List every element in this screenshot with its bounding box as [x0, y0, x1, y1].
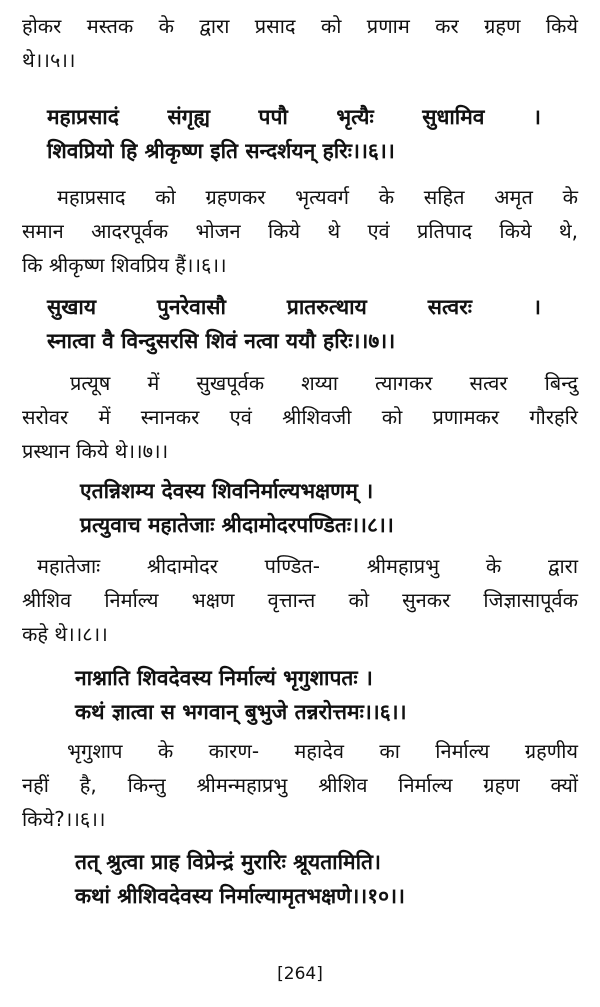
prose-line: कि श्रीकृष्ण शिवप्रिय हैं।।६।।	[22, 253, 227, 277]
prose-line: थे।।५।।	[22, 48, 76, 72]
verse-line: कथं ज्ञात्वा स भगवान् बुभुजे तन्नरोत्तमः।।६।।	[75, 700, 407, 724]
prose-line: प्रस्थान किये थे।।७।।	[22, 439, 169, 463]
verse-line: तत् श्रुत्वा प्राह विप्रेन्द्रं मुरारिः श्रूयतामिति।	[75, 850, 381, 874]
prose-line: सरोवर में स्नानकर एवं श्रीशिवजी को प्रणामकर गौरहरि	[22, 405, 578, 429]
verse-line: शिवप्रियो हि श्रीकृष्ण इति सन्दर्शयन् हरिः।।६।।	[47, 139, 395, 163]
verse-line: स्नात्वा वै विन्दुसरसि शिवं नत्वा ययौ हरिः।।७।।	[47, 329, 396, 353]
prose-line: प्रत्यूष में सुखपूर्वक शय्या त्यागकर सत्वर बिन्दु	[70, 371, 578, 395]
prose-line: भृगुशाप के कारण- महादेव का निर्माल्य ग्रहणीय	[67, 739, 578, 763]
prose-line: श्रीशिव निर्माल्य भक्षण वृत्तान्त को सुनकर जिज्ञासापूर्वक	[22, 588, 578, 612]
verse-line: महाप्रसादं संगृह्य पपौ भृत्यैः सुधामिव ।	[47, 105, 541, 129]
verse-line: सुखाय पुनरेवासौ प्रातरुत्थाय सत्वरः ।	[47, 295, 541, 319]
prose-line: महाप्रसाद को ग्रहणकर भृत्यवर्ग के सहित अमृत के	[57, 185, 578, 209]
verse-line: एतन्निशम्य देवस्य शिवनिर्माल्यभक्षणम् ।	[80, 479, 374, 503]
prose-line: नहीं है, किन्तु श्रीमन्महाप्रभु श्रीशिव निर्माल्य ग्रहण क्यों	[22, 773, 578, 797]
page-number: [264]	[277, 964, 323, 984]
prose-line: महातेजाः श्रीदामोदर पण्डित- श्रीमहाप्रभु के द्वारा	[37, 554, 578, 578]
prose-line: समान आदरपूर्वक भोजन किये थे एवं प्रतिपाद किये थे,	[22, 219, 578, 243]
prose-line: होकर मस्तक के द्वारा प्रसाद को प्रणाम कर ग्रहण किये	[22, 14, 578, 38]
verse-line: कथां श्रीशिवदेवस्य निर्माल्यामृतभक्षणे।।१०।।	[75, 884, 405, 908]
prose-line: कहे थे।।८।।	[22, 622, 108, 646]
prose-line: किये?।।६।।	[22, 807, 106, 831]
verse-line: नाश्नाति शिवदेवस्य निर्माल्यं भृगुशापतः ।	[75, 666, 373, 690]
verse-line: प्रत्युवाच महातेजाः श्रीदामोदरपण्डितः।।८।।	[80, 513, 394, 537]
